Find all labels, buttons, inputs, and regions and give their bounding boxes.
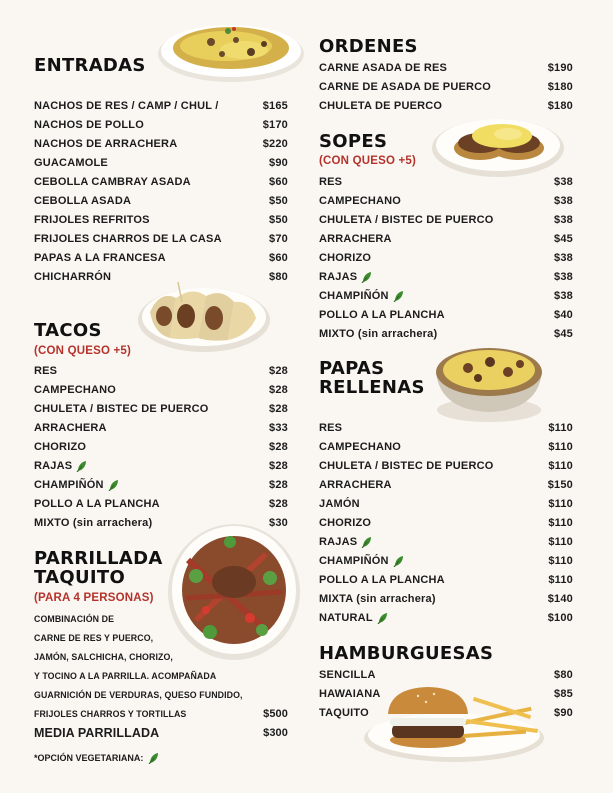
- leaf-icon: [148, 752, 159, 764]
- menu-item-price: $38: [554, 213, 573, 226]
- menu-item-price: $100: [547, 611, 573, 624]
- menu-item-name: [319, 195, 401, 207]
- nachos-image: [156, 12, 306, 84]
- media-parrillada-row: [34, 723, 288, 742]
- parrillada-price-row: [34, 704, 288, 723]
- menu-item-row: [319, 513, 573, 532]
- sopes-image: [430, 112, 566, 178]
- menu-item-price: $38: [554, 270, 573, 283]
- menu-item-row: [34, 229, 288, 248]
- menu-item-label: CHULETA DE PUERCO: [319, 99, 443, 112]
- menu-item-name: [319, 536, 372, 548]
- menu-item-name: [34, 479, 119, 491]
- leaf-icon: [377, 612, 388, 624]
- menu-item-name: [319, 252, 371, 264]
- menu-item-label: CHAMPIÑÓN: [319, 554, 389, 567]
- menu-item-name: [319, 290, 404, 302]
- papas-title-line1: PAPAS: [319, 358, 385, 379]
- menu-item-row: [319, 570, 573, 589]
- menu-item-label: SENCILLA: [319, 668, 376, 681]
- menu-item-price: $110: [548, 459, 573, 472]
- menu-item-price: $110: [548, 497, 573, 510]
- menu-item-row: [34, 418, 288, 437]
- parrillada-title-line2: TAQUITO: [34, 567, 126, 588]
- menu-item-row: [34, 153, 288, 172]
- menu-item-price: $190: [547, 61, 573, 74]
- menu-item-name: [34, 422, 107, 434]
- menu-item-row: [34, 494, 288, 513]
- leaf-icon: [108, 479, 119, 491]
- parrillada-desc-line: GUARNICIÓN DE VERDURAS, QUESO FUNDIDO,: [34, 689, 243, 700]
- menu-item-price: $85: [554, 687, 573, 700]
- leaf-icon: [393, 290, 404, 302]
- parrillada-title-line1: PARRILLADA: [34, 548, 163, 569]
- menu-item-name: [34, 138, 177, 150]
- menu-item-price: $180: [547, 80, 573, 93]
- menu-item-label: CEBOLLA ASADA: [34, 194, 132, 207]
- menu-item-price: $28: [269, 497, 288, 510]
- menu-item-row: [34, 96, 288, 115]
- menu-item-name: [34, 517, 152, 529]
- menu-item-label: MIXTO (sin arrachera): [34, 516, 153, 529]
- menu-item-label: RAJAS: [319, 535, 358, 548]
- menu-item-label: CAMPECHANO: [319, 194, 402, 207]
- menu-item-label: NACHOS DE RES / CAMP / CHUL /: [34, 99, 219, 112]
- menu-item-label: CHULETA / BISTEC DE PUERCO: [319, 459, 494, 472]
- menu-item-name: [34, 157, 108, 169]
- menu-item-price: $110: [548, 421, 573, 434]
- leaf-icon: [361, 536, 372, 548]
- menu-item-price: $60: [269, 175, 288, 188]
- menu-item-name: [34, 403, 209, 415]
- menu-item-row: [319, 210, 573, 229]
- menu-item-price: $38: [554, 251, 573, 264]
- menu-item-price: $80: [554, 668, 573, 681]
- menu-item-row: [34, 210, 288, 229]
- entradas-title: ENTRADAS: [34, 55, 146, 76]
- menu-item-name: [319, 328, 437, 340]
- ordenes-title: ORDENES: [319, 36, 418, 57]
- menu-item-name: [319, 271, 372, 283]
- papas-list: [319, 418, 573, 627]
- tacos-title: TACOS: [34, 320, 102, 341]
- menu-item-row: [319, 229, 573, 248]
- menu-item-price: $38: [554, 175, 573, 188]
- menu-item-price: $28: [269, 383, 288, 396]
- menu-item-label: CARNE ASADA DE RES: [319, 61, 448, 74]
- parrillada-note: (PARA 4 PERSONAS): [34, 592, 154, 604]
- ordenes-list: [319, 58, 573, 115]
- menu-item-price: $30: [269, 516, 288, 529]
- leaf-icon: [393, 555, 404, 567]
- tacos-list: [34, 361, 288, 532]
- menu-item-label: MIXTA (sin arrachera): [319, 592, 436, 605]
- parrillada-desc-line: CARNE DE RES Y PUERCO,: [34, 632, 154, 643]
- menu-item-row: [319, 532, 573, 551]
- menu-item-row: [319, 77, 573, 96]
- menu-item-row: [319, 608, 573, 627]
- menu-item-price: $90: [554, 706, 573, 719]
- menu-item-price: $220: [262, 137, 288, 150]
- menu-item-price: $33: [269, 421, 288, 434]
- menu-item-label: CHORIZO: [319, 516, 372, 529]
- menu-item-name: [319, 555, 404, 567]
- menu-item-name: [319, 214, 494, 226]
- menu-item-price: $28: [269, 478, 288, 491]
- menu-item-name: [319, 517, 371, 529]
- menu-item-label: PAPAS A LA FRANCESA: [34, 251, 166, 264]
- menu-item-label: POLLO A LA PLANCHA: [319, 573, 445, 586]
- sopes-list: [319, 172, 573, 343]
- menu-item-row: [34, 475, 288, 494]
- menu-item-row: [319, 248, 573, 267]
- menu-item-price: $45: [554, 232, 573, 245]
- menu-item-label: TAQUITO: [319, 706, 369, 719]
- menu-item-row: [319, 456, 573, 475]
- menu-item-name: [319, 441, 401, 453]
- menu-item-label: CHORIZO: [34, 440, 87, 453]
- menu-item-label: CHULETA / BISTEC DE PUERCO: [34, 402, 209, 415]
- menu-item-price: $40: [554, 308, 573, 321]
- parrillada-image: [166, 520, 302, 662]
- menu-item-price: $28: [269, 402, 288, 415]
- menu-item-row: [34, 456, 288, 475]
- menu-item-price: $110: [548, 554, 573, 567]
- menu-item-price: $110: [548, 516, 573, 529]
- menu-item-row: [34, 361, 288, 380]
- menu-item-label: RES: [319, 175, 343, 188]
- menu-item-label: MIXTO (sin arrachera): [319, 327, 438, 340]
- menu-item-name: [319, 422, 342, 434]
- menu-item-row: [34, 172, 288, 191]
- sopes-note: (CON QUESO +5): [319, 155, 417, 167]
- menu-item-row: [34, 437, 288, 456]
- menu-item-price: $180: [547, 99, 573, 112]
- sopes-title: SOPES: [319, 131, 388, 152]
- menu-item-label: POLLO A LA PLANCHA: [319, 308, 445, 321]
- vegetarian-note: [34, 752, 159, 764]
- menu-item-name: [319, 309, 445, 321]
- menu-item-label: HAWAIANA: [319, 687, 381, 700]
- menu-item-name: [319, 612, 388, 624]
- menu-item-row: [319, 286, 573, 305]
- menu-item-row: [34, 248, 288, 267]
- menu-item-row: [319, 665, 573, 684]
- menu-item-price: $150: [547, 478, 573, 491]
- menu-item-name: [319, 176, 342, 188]
- menu-item-row: [319, 589, 573, 608]
- menu-item-row: [319, 437, 573, 456]
- menu-item-label: CEBOLLA CAMBRAY ASADA: [34, 175, 191, 188]
- menu-item-row: [34, 115, 288, 134]
- parrillada-last-line: FRIJOLES CHARROS Y TORTILLAS: [34, 708, 187, 719]
- menu-item-price: $170: [262, 118, 288, 131]
- menu-item-name: [34, 271, 111, 283]
- menu-item-name: [34, 441, 86, 453]
- parrillada-desc-line: JAMÓN, SALCHICHA, CHORIZO,: [34, 651, 173, 662]
- menu-item-price: $28: [269, 364, 288, 377]
- menu-item-name: [34, 498, 160, 510]
- menu-item-label: ARRACHERA: [319, 232, 392, 245]
- menu-item-label: RES: [319, 421, 343, 434]
- menu-item-price: $28: [269, 459, 288, 472]
- menu-item-label: RAJAS: [319, 270, 358, 283]
- menu-item-row: [34, 380, 288, 399]
- leaf-icon: [76, 460, 87, 472]
- leaf-icon: [361, 271, 372, 283]
- menu-item-price: $110: [548, 440, 573, 453]
- menu-item-price: $70: [269, 232, 288, 245]
- menu-item-row: [34, 191, 288, 210]
- papas-rellenas-image: [430, 340, 548, 424]
- menu-item-label: CHAMPIÑÓN: [34, 478, 104, 491]
- menu-item-name: [34, 214, 150, 226]
- menu-item-label: ARRACHERA: [319, 478, 392, 491]
- menu-item-label: CARNE DE ASADA DE PUERCO: [319, 80, 492, 93]
- menu-item-label: CHORIZO: [319, 251, 372, 264]
- menu-item-row: [319, 58, 573, 77]
- menu-item-row: [319, 305, 573, 324]
- menu-item-label: FRIJOLES REFRITOS: [34, 213, 150, 226]
- menu-item-label: FRIJOLES CHARROS DE LA CASA: [34, 232, 222, 245]
- menu-item-name: [34, 233, 222, 245]
- menu-item-price: $50: [269, 213, 288, 226]
- menu-item-price: $80: [269, 270, 288, 283]
- menu-item-price: $140: [547, 592, 573, 605]
- menu-item-label: ARRACHERA: [34, 421, 107, 434]
- menu-item-row: [319, 494, 573, 513]
- menu-item-price: $28: [269, 440, 288, 453]
- menu-item-name: [319, 669, 376, 681]
- menu-item-row: [319, 551, 573, 570]
- tacos-note: (CON QUESO +5): [34, 345, 132, 357]
- menu-item-name: [34, 384, 116, 396]
- menu-item-name: [34, 100, 218, 112]
- media-parrillada-price: $300: [263, 726, 288, 739]
- menu-item-name: [34, 460, 87, 472]
- menu-item-label: NACHOS DE ARRACHERA: [34, 137, 178, 150]
- menu-item-price: $45: [554, 327, 573, 340]
- menu-item-name: [319, 498, 360, 510]
- menu-item-name: [34, 365, 57, 377]
- vegetarian-note-text: *OPCIÓN VEGETARIANA:: [34, 753, 144, 763]
- menu-item-name: [34, 195, 131, 207]
- menu-item-price: $90: [269, 156, 288, 169]
- menu-item-row: [319, 191, 573, 210]
- tacos-image: [136, 280, 272, 354]
- menu-item-name: [319, 479, 392, 491]
- menu-item-price: $110: [548, 573, 573, 586]
- menu-item-label: RAJAS: [34, 459, 73, 472]
- menu-item-row: [34, 134, 288, 153]
- menu-item-name: [34, 252, 166, 264]
- menu-item-label: CHULETA / BISTEC DE PUERCO: [319, 213, 494, 226]
- hamburguesa-image: [362, 684, 548, 764]
- menu-item-name: [319, 81, 491, 93]
- menu-item-label: RES: [34, 364, 58, 377]
- menu-item-label: POLLO A LA PLANCHA: [34, 497, 160, 510]
- media-parrillada-label: MEDIA PARRILLADA: [34, 725, 160, 740]
- menu-item-price: $50: [269, 194, 288, 207]
- menu-item-price: $38: [554, 194, 573, 207]
- parrillada-desc-line: COMBINACIÓN DE: [34, 613, 115, 624]
- menu-item-name: [319, 460, 494, 472]
- hamburguesas-title: HAMBURGUESAS: [319, 643, 494, 664]
- menu-item-price: $60: [269, 251, 288, 264]
- menu-item-name: [319, 593, 436, 605]
- menu-item-name: [34, 176, 191, 188]
- menu-item-label: GUACAMOLE: [34, 156, 108, 169]
- menu-item-label: CAMPECHANO: [319, 440, 402, 453]
- menu-item-name: [319, 62, 447, 74]
- menu-item-label: NACHOS DE POLLO: [34, 118, 144, 131]
- menu-item-label: JAMÓN: [319, 497, 360, 510]
- parrillada-price: $500: [263, 707, 288, 720]
- menu-item-price: $165: [262, 99, 288, 112]
- menu-item-name: [319, 574, 445, 586]
- menu-item-row: [34, 399, 288, 418]
- menu-item-name: [319, 233, 392, 245]
- menu-item-label: CHICHARRÓN: [34, 270, 112, 283]
- menu-item-label: CAMPECHANO: [34, 383, 117, 396]
- menu-item-row: [319, 267, 573, 286]
- menu-item-price: $38: [554, 289, 573, 302]
- papas-title-line2: RELLENAS: [319, 377, 425, 398]
- menu-item-name: [319, 100, 442, 112]
- menu-item-name: [34, 119, 144, 131]
- menu-item-label: NATURAL: [319, 611, 373, 624]
- menu-item-label: CHAMPIÑÓN: [319, 289, 389, 302]
- entradas-list: [34, 96, 288, 286]
- menu-item-price: $110: [548, 535, 573, 548]
- menu-item-row: [319, 475, 573, 494]
- parrillada-desc-line: Y TOCINO A LA PARRILLA. ACOMPAÑADA: [34, 670, 217, 681]
